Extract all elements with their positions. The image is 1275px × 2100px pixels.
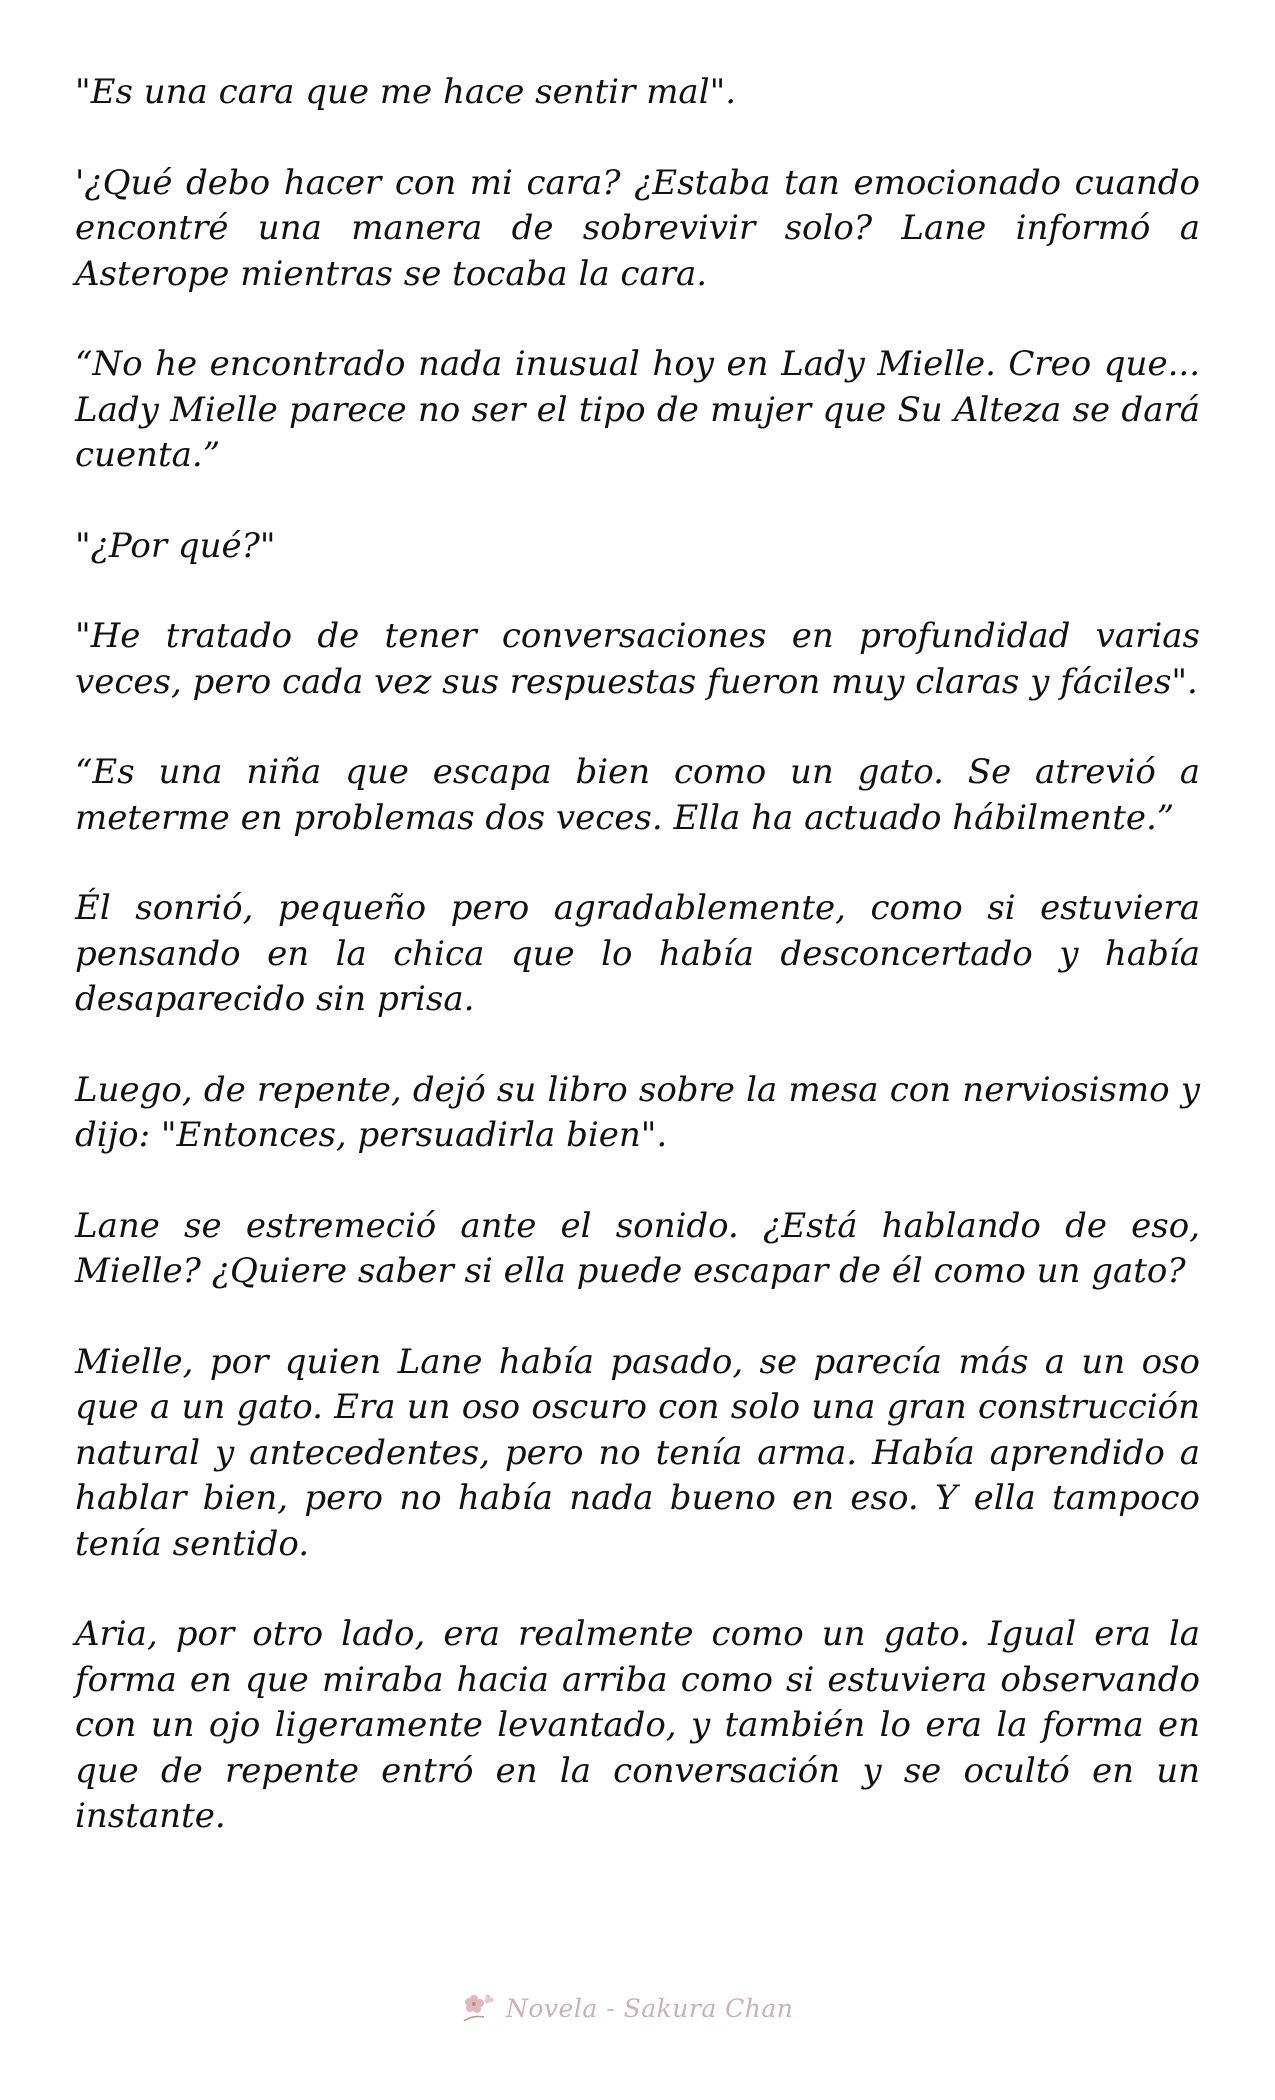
watermark-text: Novela - Sakura Chan (506, 1993, 794, 2023)
paragraph-11: Aria, por otro lado, era realmente como un gato. Igual era la forma en que miraba hacia arriba como si estuviera observando con un ojo ligeramente levantado, y también lo era la forma en que de repente entró en la conversación y se ocultó en un instante. (75, 1614, 1200, 1836)
paragraph-7: Él sonrió, pequeño pero agradablemente, como si estuviera pensando en la chica que lo había desconcertado y había desaparecido sin prisa. (75, 888, 1200, 1019)
paragraph-9: Lane se estremeció ante el sonido. ¿Está hablando de eso, Mielle? ¿Quiere saber si ella puede escapar de él como un gato? (75, 1205, 1200, 1291)
paragraph-5: "He tratado de tener conversaciones en profundidad varias veces, pero cada vez sus respuestas fueron muy claras y fáciles". (75, 616, 1200, 702)
paragraph-4: "¿Por qué?" (75, 525, 276, 566)
sakura-flower-icon (460, 1989, 498, 2027)
document-body (75, 70, 1200, 1885)
paragraph-1: "Es una cara que me hace sentir mal". (75, 72, 737, 112)
paragraph-10: Mielle, por quien Lane había pasado, se parecía más a un oso que a un gato. Era un oso oscuro con solo una gran construcción natural y antecedentes, pero no tenía arma. Había aprendido a hablar bien, pero no había nada bueno en eso. Y ella tampoco tenía sentido. (75, 1341, 1200, 1564)
paragraph-3: “No he encontrado nada inusual hoy en Lady Mielle. Creo que... Lady Mielle parece no ser el tipo de mujer que Su Alteza se dará cuenta.” (75, 344, 1200, 475)
paragraph-8: Luego, de repente, dejó su libro sobre la mesa con nerviosismo y dijo: "Entonces, persuadirla bien". (75, 1069, 1200, 1155)
paragraph-2: '¿Qué debo hacer con mi cara? ¿Estaba tan emocionado cuando encontré una manera de sobrevivir solo? Lane informó a Asterope mientras se tocaba la cara. (75, 162, 1200, 294)
watermark (460, 1988, 793, 2028)
paragraph-6: “Es una niña que escapa bien como un gato. Se atrevió a meterme en problemas dos veces. Ella ha actuado hábilmente.” (75, 752, 1200, 838)
